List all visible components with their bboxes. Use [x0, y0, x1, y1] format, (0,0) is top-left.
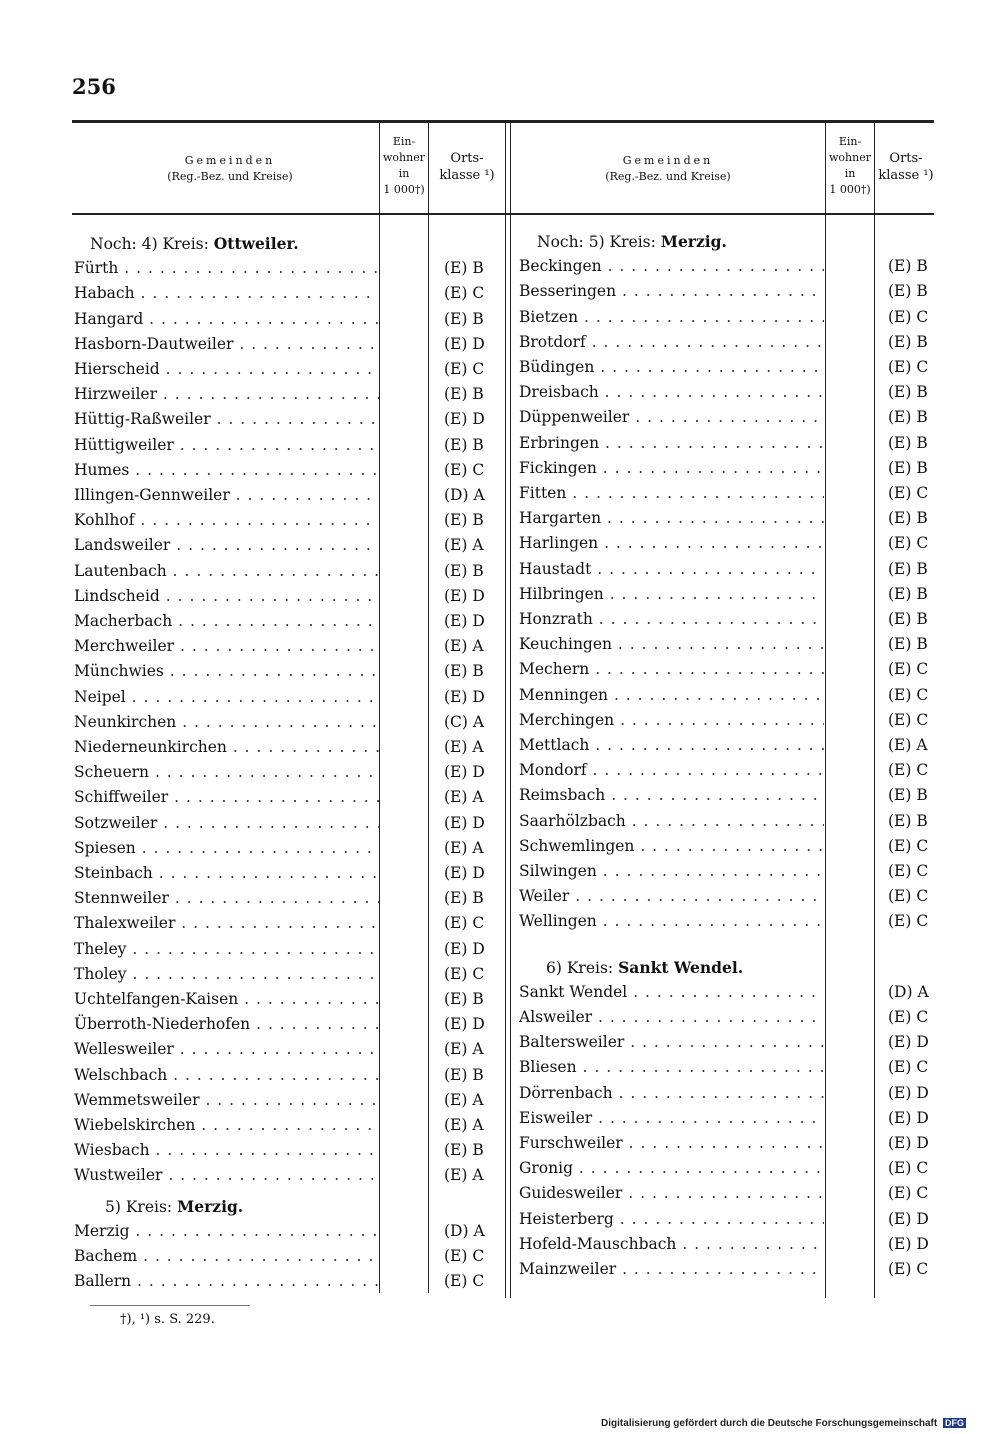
- place-name: Mondorf . . .: [519, 758, 824, 783]
- table-row: [519, 305, 948, 330]
- right-header-gemeinden: [538, 153, 798, 185]
- place-name: Beckingen . . .: [519, 254, 824, 279]
- ortsklasse-value: (E) B: [888, 559, 928, 578]
- place-name: Uchtelfangen-Kaisen . . .: [74, 987, 379, 1012]
- section-heading-prefix: Noch: 5) Kreis:: [537, 233, 656, 251]
- table-row: [74, 609, 504, 634]
- section-heading: [537, 229, 727, 255]
- table-row: [519, 1207, 948, 1232]
- table-row: [519, 431, 948, 456]
- place-name: Welschbach . . .: [74, 1063, 379, 1088]
- ortsklasse-value: (E) C: [888, 710, 929, 729]
- place-name: Hargarten . . .: [519, 506, 824, 531]
- table-row: [74, 559, 504, 584]
- ortsklasse-value: (E) D: [444, 1015, 485, 1034]
- ortsklasse-value: (E) C: [888, 685, 929, 704]
- table-row: [74, 634, 504, 659]
- header-orts-line: klasse ¹): [878, 168, 934, 183]
- place-name: Schiffweiler . . .: [74, 785, 379, 810]
- place-name: Lautenbach . . .: [74, 559, 379, 584]
- table-row: [519, 254, 948, 279]
- table-row: [74, 1012, 504, 1037]
- table-row: [519, 783, 948, 808]
- place-name: Stennweiler . . .: [74, 886, 379, 911]
- header-einwohner-line: in: [844, 167, 856, 180]
- header-einwohner-line: Ein-: [392, 135, 416, 148]
- table-row: [74, 710, 504, 735]
- header-gemeinden-sub: (Reg.-Bez. und Kreise): [605, 170, 731, 183]
- ortsklasse-value: (E) A: [444, 1166, 484, 1185]
- ortsklasse-value: (E) B: [888, 433, 928, 452]
- place-name: Hangard . . .: [74, 307, 379, 332]
- table-row: [74, 937, 504, 962]
- ortsklasse-value: (E) D: [888, 1083, 929, 1102]
- section-heading-prefix: Noch: 4) Kreis:: [90, 235, 209, 253]
- table-row: [519, 557, 948, 582]
- ortsklasse-value: (E) C: [444, 460, 485, 479]
- table-row: [74, 433, 504, 458]
- table-row: [74, 861, 504, 886]
- ortsklasse-value: (E) D: [444, 864, 485, 882]
- place-name: Wiebelskirchen . . .: [74, 1113, 379, 1138]
- place-name: Wellesweiler . . .: [74, 1037, 379, 1062]
- place-name: Fickingen . . .: [519, 456, 824, 481]
- place-name: Mettlach . . .: [519, 733, 824, 758]
- table-row: [519, 582, 948, 607]
- place-name: Wellingen . . .: [519, 909, 824, 934]
- ortsklasse-value: (E) D: [444, 612, 485, 630]
- table-row: [519, 909, 948, 934]
- place-name: Spiesen . . .: [74, 836, 379, 861]
- table-row: [519, 1156, 948, 1181]
- ortsklasse-value: (E) C: [444, 1272, 485, 1291]
- table-row: [519, 884, 948, 909]
- table-row: [74, 407, 504, 432]
- place-name: Scheuern . . .: [74, 760, 379, 785]
- table-row: [519, 607, 948, 632]
- table-row: [74, 760, 504, 785]
- table-row: [74, 1113, 504, 1138]
- table-row: [519, 758, 948, 783]
- dfg-logo: DFG: [945, 1418, 964, 1428]
- header-gemeinden-sub: (Reg.-Bez. und Kreise): [167, 170, 293, 183]
- place-name: Steinbach . . .: [74, 861, 379, 886]
- table-row: [74, 533, 504, 558]
- ortsklasse-value: (E) C: [888, 887, 929, 906]
- ortsklasse-value: (E) B: [444, 1141, 484, 1160]
- place-name: Merzig . . .: [74, 1219, 379, 1244]
- ortsklasse-value: (E) C: [888, 358, 929, 376]
- place-name: Harlingen . . .: [519, 531, 824, 556]
- place-name: Hofeld-Mauschbach . . .: [519, 1232, 824, 1257]
- ortsklasse-value: (E) B: [888, 408, 928, 427]
- table-row: [519, 733, 948, 758]
- ortsklasse-value: (E) D: [888, 1234, 929, 1253]
- header-orts-line: Orts-: [450, 151, 484, 166]
- place-name: Überroth-Niederhofen . . .: [74, 1012, 379, 1037]
- place-name: Dörrenbach . . .: [519, 1081, 824, 1106]
- header-einwohner-line: wohner: [829, 151, 871, 164]
- ortsklasse-value: (E) B: [444, 1065, 484, 1084]
- header-orts-line: klasse ¹): [439, 168, 495, 183]
- table-row: [519, 330, 948, 355]
- ortsklasse-value: (E) B: [888, 786, 928, 805]
- place-name: Münchwies . . .: [74, 659, 379, 684]
- place-name: Neunkirchen . . .: [74, 710, 379, 735]
- center-double-rule-b: [510, 123, 511, 1298]
- ortsklasse-value: (E) B: [888, 383, 928, 402]
- ortsklasse-value: (E) B: [444, 259, 484, 278]
- table-row: [74, 886, 504, 911]
- table-row: [519, 859, 948, 884]
- ortsklasse-value: (E) B: [444, 889, 484, 908]
- table-row: [74, 1037, 504, 1062]
- ortsklasse-value: (E) D: [444, 763, 485, 782]
- ortsklasse-value: (E) C: [888, 1008, 929, 1026]
- table-row: [519, 632, 948, 657]
- place-name: Saarhölzbach . . .: [519, 809, 824, 834]
- ortsklasse-value: (E) C: [888, 1184, 929, 1203]
- place-name: Theley . . .: [74, 937, 379, 962]
- section-heading: [105, 1194, 243, 1220]
- ortsklasse-value: (E) C: [444, 284, 485, 303]
- table-row: [519, 456, 948, 481]
- section-heading-name: Sankt Wendel.: [618, 957, 744, 977]
- ortsklasse-value: (E) C: [888, 484, 929, 502]
- ortsklasse-value: (E) B: [888, 509, 928, 528]
- table-row: [519, 481, 948, 506]
- table-row: [519, 1106, 948, 1131]
- place-name: Illingen-Gennweiler . . .: [74, 483, 379, 508]
- ortsklasse-value: (E) B: [444, 990, 484, 1008]
- ortsklasse-value: (E) A: [888, 736, 928, 754]
- table-row: [519, 355, 948, 380]
- center-double-rule-a: [505, 123, 506, 1298]
- ortsklasse-value: (D) A: [444, 486, 485, 504]
- ortsklasse-value: (E) A: [444, 637, 484, 656]
- table-row: [74, 281, 504, 306]
- section-heading-prefix: 5) Kreis:: [105, 1197, 173, 1216]
- place-name: Weiler . . .: [519, 884, 824, 909]
- ortsklasse-value: (E) A: [444, 1090, 484, 1109]
- header-orts-line: Orts-: [889, 151, 923, 166]
- ortsklasse-value: (E) A: [444, 838, 484, 857]
- table-row: [74, 357, 504, 382]
- section-heading-name: Merzig.: [660, 232, 727, 251]
- table-row: [74, 735, 504, 760]
- table-row: [519, 380, 948, 405]
- table-row: [74, 1063, 504, 1088]
- digitization-credit: [601, 1418, 966, 1429]
- table-row: [519, 531, 948, 556]
- place-name: Düppenweiler . . .: [519, 405, 824, 430]
- table-row: [74, 1219, 504, 1244]
- ortsklasse-value: (E) C: [888, 1260, 929, 1278]
- place-name: Wustweiler . . .: [74, 1163, 379, 1188]
- footnote: †), ¹) s. S. 229.: [120, 1312, 215, 1327]
- ortsklasse-value: (E) B: [888, 332, 928, 351]
- ortsklasse-value: (E) A: [444, 1116, 484, 1134]
- place-name: Tholey . . .: [74, 962, 379, 987]
- table-row: [74, 911, 504, 936]
- table-row: [519, 683, 948, 708]
- ortsklasse-value: (E) C: [888, 1159, 929, 1178]
- footnote-rule: [90, 1305, 250, 1306]
- ortsklasse-value: (E) B: [444, 511, 484, 530]
- ortsklasse-value: (E) D: [888, 1108, 929, 1127]
- ortsklasse-value: (E) C: [888, 534, 929, 553]
- place-name: Dreisbach . . .: [519, 380, 824, 405]
- table-row: [74, 332, 504, 357]
- place-name: Lindscheid . . .: [74, 584, 379, 609]
- place-name: Hirzweiler . . .: [74, 382, 379, 407]
- left-header-gemeinden: [100, 153, 360, 185]
- credit-text: Digitalisierung gefördert durch die Deutsche Forschungsgemeinschaft: [601, 1418, 938, 1429]
- place-name: Honzrath . . .: [519, 607, 824, 632]
- header-einwohner-line: 1 000†): [383, 183, 425, 196]
- ortsklasse-value: (E) B: [444, 435, 484, 454]
- header-rule: [72, 213, 934, 215]
- top-rule: [72, 120, 934, 123]
- page-number: 256: [72, 74, 116, 99]
- ortsklasse-value: (E) C: [888, 307, 929, 326]
- section-heading-name: Merzig.: [177, 1196, 244, 1216]
- place-name: Hilbringen . . .: [519, 582, 824, 607]
- ortsklasse-value: (C) A: [444, 712, 485, 731]
- ortsklasse-value: (E) C: [888, 862, 929, 880]
- ortsklasse-value: (E) B: [888, 584, 928, 603]
- place-name: Haustadt . . .: [519, 557, 824, 582]
- table-row: [74, 1163, 504, 1188]
- place-name: Niederneunkirchen . . .: [74, 735, 379, 760]
- ortsklasse-value: (E) D: [888, 1033, 929, 1052]
- table-row: [519, 809, 948, 834]
- place-name: Hüttigweiler . . .: [74, 433, 379, 458]
- ortsklasse-value: (E) C: [444, 360, 485, 378]
- header-einwohner-line: in: [398, 167, 410, 180]
- place-name: Besseringen . . .: [519, 279, 824, 304]
- place-name: Erbringen . . .: [519, 431, 824, 456]
- ortsklasse-value: (E) A: [444, 536, 484, 555]
- ortsklasse-value: (E) D: [444, 939, 485, 958]
- table-row: [74, 987, 504, 1012]
- place-name: Gronig . . .: [519, 1156, 824, 1181]
- table-row: [74, 508, 504, 533]
- table-row: [519, 405, 948, 430]
- header-gemeinden-label: Gemeinden: [184, 154, 276, 167]
- place-name: Wiesbach . . .: [74, 1138, 379, 1163]
- ortsklasse-value: (E) B: [888, 811, 928, 830]
- ortsklasse-value: (E) D: [444, 410, 485, 429]
- table-row: [74, 307, 504, 332]
- table-row: [519, 657, 948, 682]
- place-name: Fitten . . .: [519, 481, 824, 506]
- place-name: Baltersweiler . . .: [519, 1030, 824, 1055]
- ortsklasse-value: (E) C: [888, 1058, 929, 1077]
- place-name: Ballern . . .: [74, 1269, 379, 1294]
- ortsklasse-value: (E) C: [888, 660, 929, 679]
- table-row: [519, 279, 948, 304]
- place-name: Neipel . . .: [74, 685, 379, 710]
- place-name: Merchingen . . .: [519, 708, 824, 733]
- ortsklasse-value: (E) B: [444, 561, 484, 580]
- table-row: [74, 584, 504, 609]
- ortsklasse-value: (E) B: [888, 610, 928, 628]
- ortsklasse-value: (E) A: [444, 1040, 484, 1059]
- table-row: [519, 1081, 948, 1106]
- ortsklasse-value: (E) B: [444, 309, 484, 328]
- ortsklasse-value: (E) B: [888, 635, 928, 654]
- section-heading-name: Ottweiler.: [213, 234, 299, 253]
- section-heading-prefix: 6) Kreis:: [546, 958, 614, 977]
- place-name: Guidesweiler . . .: [519, 1181, 824, 1206]
- place-name: Reimsbach . . .: [519, 783, 824, 808]
- place-name: Wemmetsweiler . . .: [74, 1088, 379, 1113]
- ortsklasse-value: (E) C: [888, 761, 929, 780]
- header-einwohner-line: wohner: [383, 151, 425, 164]
- ortsklasse-value: (E) C: [444, 1247, 485, 1265]
- place-name: Bietzen . . .: [519, 305, 824, 330]
- place-name: Bliesen . . .: [519, 1055, 824, 1080]
- place-name: Fürth . . .: [74, 256, 379, 281]
- place-name: Sankt Wendel . . .: [519, 980, 824, 1005]
- place-name: Macherbach . . .: [74, 609, 379, 634]
- header-einwohner-line: Ein-: [838, 135, 862, 148]
- place-name: Hüttig-Raßweiler . . .: [74, 407, 379, 432]
- ortsklasse-value: (E) B: [444, 385, 484, 404]
- table-row: [74, 483, 504, 508]
- section-heading: [90, 231, 299, 257]
- ortsklasse-value: (E) B: [444, 662, 484, 681]
- ortsklasse-value: (E) B: [888, 282, 928, 301]
- ortsklasse-value: (E) B: [888, 257, 928, 276]
- place-name: Sotzweiler . . .: [74, 811, 379, 836]
- table-row: [519, 1055, 948, 1080]
- ortsklasse-value: (E) C: [888, 836, 929, 855]
- table-row: [519, 1131, 948, 1156]
- header-einwohner-line: 1 000†): [829, 183, 871, 196]
- place-name: Mechern . . .: [519, 657, 824, 682]
- ortsklasse-value: (E) D: [888, 1134, 929, 1152]
- ortsklasse-value: (E) C: [888, 912, 929, 931]
- table-row: [74, 811, 504, 836]
- place-name: Thalexweiler . . .: [74, 911, 379, 936]
- table-row: [74, 458, 504, 483]
- table-row: [74, 1088, 504, 1113]
- place-name: Humes . . .: [74, 458, 379, 483]
- place-name: Brotdorf . . .: [519, 330, 824, 355]
- table-row: [74, 836, 504, 861]
- place-name: Landsweiler . . .: [74, 533, 379, 558]
- table-row: [519, 834, 948, 859]
- place-name: Eisweiler . . .: [519, 1106, 824, 1131]
- place-name: Hasborn-Dautweiler . . .: [74, 332, 379, 357]
- table-row: [519, 1181, 948, 1206]
- place-name: Alsweiler . . .: [519, 1005, 824, 1030]
- section-heading: [546, 955, 743, 981]
- ortsklasse-value: (E) A: [444, 738, 484, 756]
- place-name: Merchweiler . . .: [74, 634, 379, 659]
- table-row: [74, 659, 504, 684]
- ortsklasse-value: (E) D: [444, 687, 485, 706]
- place-name: Silwingen . . .: [519, 859, 824, 884]
- table-row: [519, 1257, 948, 1282]
- place-name: Kohlhof . . .: [74, 508, 379, 533]
- table-row: [74, 962, 504, 987]
- table-row: [74, 256, 504, 281]
- header-gemeinden-label: Gemeinden: [622, 154, 714, 167]
- table-row: [74, 685, 504, 710]
- ortsklasse-value: (E) C: [444, 964, 485, 983]
- table-row: [519, 1005, 948, 1030]
- ortsklasse-value: (E) A: [444, 788, 484, 807]
- table-row: [74, 1244, 504, 1269]
- table-row: [519, 1030, 948, 1055]
- place-name: Furschweiler . . .: [519, 1131, 824, 1156]
- place-name: Habach . . .: [74, 281, 379, 306]
- table-row: [74, 1138, 504, 1163]
- ortsklasse-value: (E) D: [444, 813, 485, 832]
- ortsklasse-value: (E) D: [888, 1209, 929, 1228]
- table-row: [74, 382, 504, 407]
- table-row: [519, 1232, 948, 1257]
- ortsklasse-value: (D) A: [888, 982, 929, 1001]
- place-name: Büdingen . . .: [519, 355, 824, 380]
- place-name: Hierscheid . . .: [74, 357, 379, 382]
- place-name: Menningen . . .: [519, 683, 824, 708]
- place-name: Schwemlingen . . .: [519, 834, 824, 859]
- place-name: Heisterberg . . .: [519, 1207, 824, 1232]
- place-name: Keuchingen . . .: [519, 632, 824, 657]
- right-header-einwohner: [826, 134, 874, 198]
- ortsklasse-value: (E) B: [888, 458, 928, 477]
- left-header-ortsklasse: [430, 150, 504, 184]
- table-row: [519, 506, 948, 531]
- table-row: [519, 708, 948, 733]
- place-name: Mainzweiler . . .: [519, 1257, 824, 1282]
- ortsklasse-value: (E) C: [444, 914, 485, 933]
- ortsklasse-value: (D) A: [444, 1221, 485, 1240]
- ortsklasse-value: (E) D: [444, 586, 485, 605]
- table-row: [519, 980, 948, 1005]
- table-row: [74, 785, 504, 810]
- table-row: [74, 1269, 504, 1294]
- right-header-ortsklasse: [876, 150, 936, 184]
- ortsklasse-value: (E) D: [444, 334, 485, 353]
- place-name: Bachem . . .: [74, 1244, 379, 1269]
- left-header-einwohner: [380, 134, 428, 198]
